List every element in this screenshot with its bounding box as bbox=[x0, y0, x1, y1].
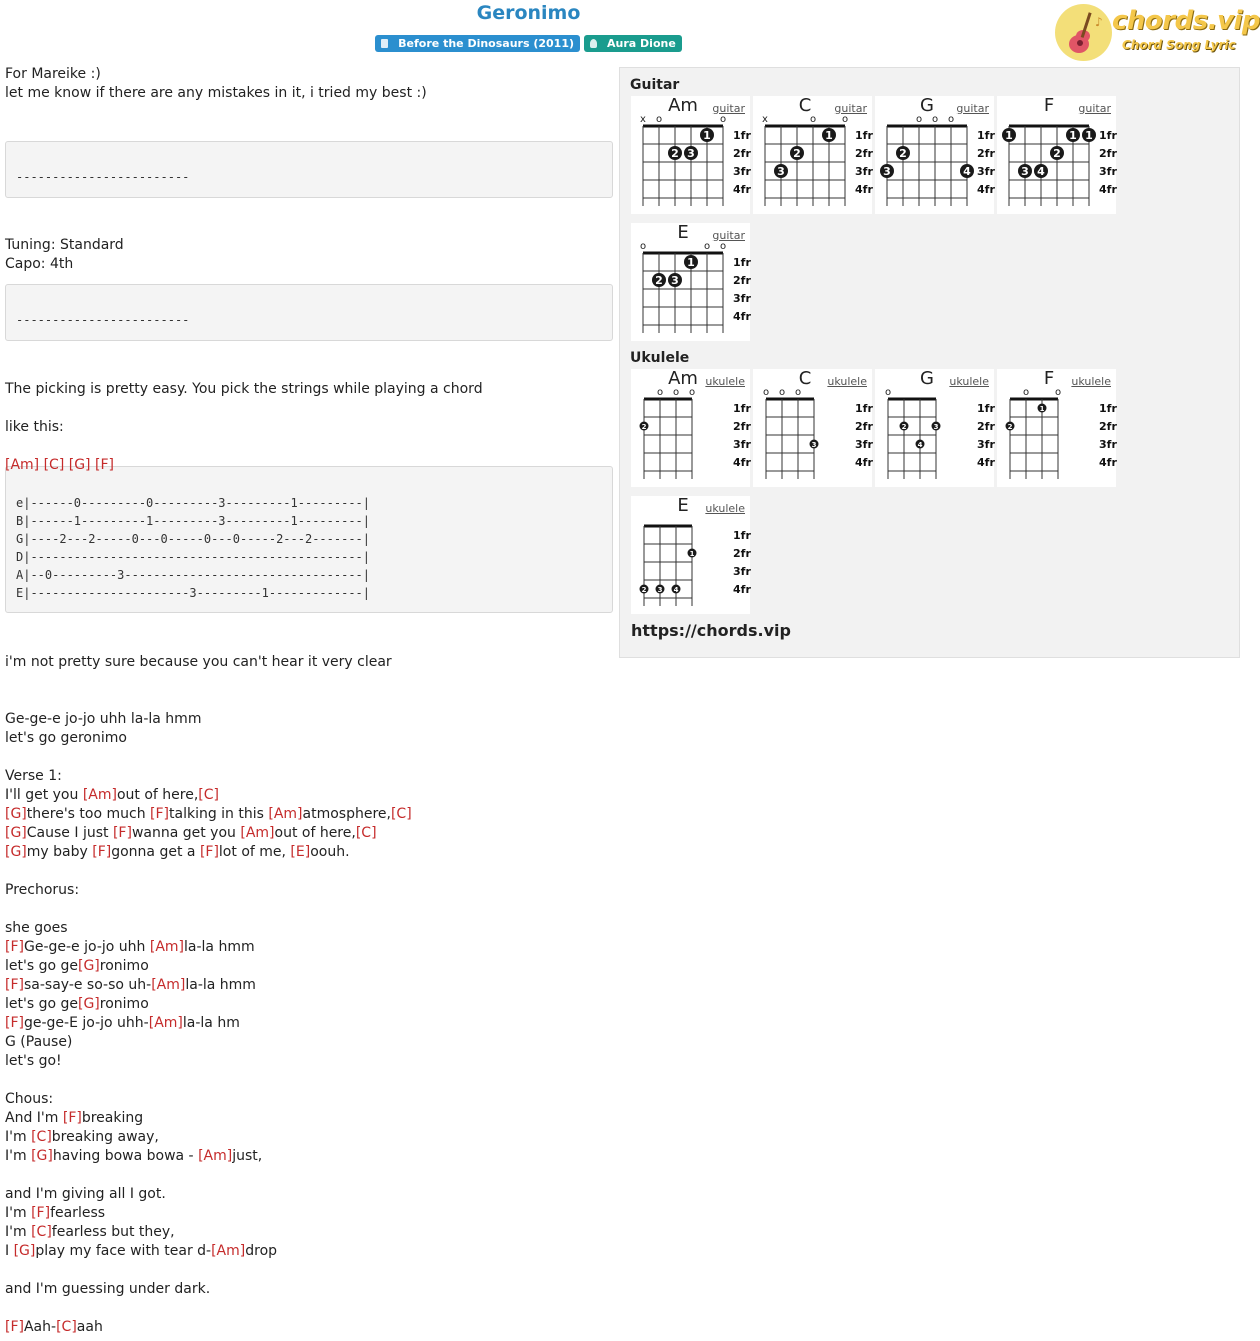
chord-name: F bbox=[1043, 95, 1055, 116]
chord-link[interactable]: [F] bbox=[5, 1015, 24, 1031]
open-string-mark: o bbox=[719, 114, 727, 125]
finger-number: 2 bbox=[1053, 147, 1061, 160]
lyric-text: Ge-ge-e jo-jo uhh bbox=[23, 939, 150, 955]
chord-nut bbox=[888, 398, 936, 401]
fret-label: 1fr bbox=[733, 529, 751, 542]
chord-link[interactable]: [G] bbox=[78, 996, 100, 1012]
chord-link[interactable]: [G] bbox=[13, 1243, 36, 1259]
lyric-line bbox=[5, 1318, 620, 1337]
chord-link[interactable]: [F] bbox=[31, 1205, 51, 1221]
lyric-text: Prechorus: bbox=[5, 882, 80, 898]
like-this-line: like this: bbox=[5, 419, 64, 435]
fret-label: 1fr bbox=[1099, 129, 1117, 142]
open-string-mark: o bbox=[703, 241, 711, 252]
lyric-text: G (Pause) bbox=[5, 1034, 73, 1050]
lyric-text: Verse 1: bbox=[5, 768, 62, 784]
lyric-line bbox=[5, 805, 620, 824]
lyric-text: let's go! bbox=[5, 1053, 62, 1069]
lyric-text: she goes bbox=[5, 920, 68, 936]
lyric-line bbox=[5, 1261, 620, 1280]
guitar-chord-card[interactable] bbox=[875, 96, 994, 214]
chord-link[interactable]: [Am] bbox=[211, 1243, 246, 1259]
lyric-line bbox=[5, 1185, 620, 1204]
fret-label: 4fr bbox=[1099, 456, 1117, 469]
lyric-line bbox=[5, 957, 620, 976]
chord-nut bbox=[1010, 398, 1058, 401]
fret-label: 1fr bbox=[977, 129, 995, 142]
ukulele-chord-card[interactable] bbox=[875, 369, 994, 487]
intro-line: For Mareike :) bbox=[5, 66, 101, 82]
lyric-line bbox=[5, 710, 620, 729]
lyric-line bbox=[5, 767, 620, 786]
lyric-line bbox=[5, 786, 620, 805]
chord-link[interactable]: [G] bbox=[31, 1148, 53, 1164]
song-meta bbox=[0, 35, 1057, 52]
finger-number: 1 bbox=[1039, 405, 1045, 413]
open-string-mark: o bbox=[794, 387, 802, 398]
open-string-mark: o bbox=[672, 387, 680, 398]
lyric-line bbox=[5, 1223, 620, 1242]
chord-link[interactable]: [C] bbox=[43, 457, 65, 473]
fret-label: 3fr bbox=[733, 292, 751, 305]
lyric-line bbox=[5, 729, 620, 748]
fret-label: 4fr bbox=[977, 183, 995, 196]
capo-line: Capo: 4th bbox=[5, 256, 74, 272]
ukulele-chord-link[interactable]: ukulele bbox=[705, 375, 745, 388]
open-string-mark: o bbox=[719, 241, 727, 252]
chord-link[interactable]: [G] bbox=[5, 806, 27, 822]
open-string-mark: o bbox=[655, 114, 663, 125]
open-string-mark: o bbox=[688, 387, 696, 398]
chord-panel bbox=[619, 67, 1240, 658]
fret-label: 2fr bbox=[977, 420, 995, 433]
lyric-text: I'm bbox=[5, 1224, 32, 1240]
fret-label: 2fr bbox=[733, 420, 751, 433]
lyric-text: fearless bbox=[50, 1205, 106, 1221]
tuning-line: Tuning: Standard bbox=[5, 237, 124, 253]
ukulele-chord-link[interactable]: ukulele bbox=[949, 375, 989, 388]
chord-link[interactable]: [Am] bbox=[240, 825, 275, 841]
fret-label: 1fr bbox=[733, 256, 751, 269]
chord-name: G bbox=[920, 368, 934, 389]
guitar-chord-link[interactable]: guitar bbox=[834, 102, 867, 115]
lyric-text: sa-say-e so-so uh- bbox=[23, 977, 152, 993]
guitar-chord-card[interactable] bbox=[631, 223, 750, 341]
note-line: i'm not pretty sure because you can't hear it very clear bbox=[5, 654, 392, 670]
lyric-line bbox=[5, 1280, 620, 1299]
ukulele-chord-link[interactable]: ukulele bbox=[827, 375, 867, 388]
finger-number: 2 bbox=[793, 147, 801, 160]
chord-link[interactable]: [F] bbox=[5, 939, 24, 955]
finger-number: 4 bbox=[963, 165, 971, 178]
chord-link[interactable]: [Am] bbox=[5, 457, 40, 473]
finger-number: 3 bbox=[1021, 165, 1029, 178]
finger-number: 3 bbox=[933, 423, 939, 431]
chord-name: F bbox=[1043, 368, 1055, 389]
fret-label: 3fr bbox=[977, 438, 995, 451]
guitar-icon bbox=[1055, 4, 1112, 61]
finger-number: 3 bbox=[883, 165, 891, 178]
fret-label: 3fr bbox=[733, 438, 751, 451]
lyric-line bbox=[5, 1147, 620, 1166]
chord-link[interactable]: [G] bbox=[5, 825, 27, 841]
fret-label: 2fr bbox=[855, 420, 873, 433]
fret-label: 4fr bbox=[733, 456, 751, 469]
song-title: Geronimo bbox=[476, 2, 581, 24]
lyric-text: And I'm bbox=[5, 1110, 63, 1126]
lyric-text: play my face with tear d- bbox=[35, 1243, 212, 1259]
lyric-text: I'll get you bbox=[5, 787, 83, 803]
guitar-chord-card[interactable] bbox=[631, 96, 750, 214]
artist-badge[interactable] bbox=[584, 35, 682, 52]
lyric-text: ge-ge-E jo-jo uhh- bbox=[23, 1015, 149, 1031]
fret-label: 3fr bbox=[855, 165, 873, 178]
finger-number: 3 bbox=[687, 147, 695, 160]
lyric-text: aah bbox=[76, 1319, 103, 1335]
chord-link[interactable]: [C] bbox=[31, 1129, 52, 1145]
album-label: Before the Dinosaurs (2011) bbox=[398, 37, 575, 50]
chord-name: C bbox=[798, 368, 812, 389]
tab-box bbox=[5, 466, 613, 613]
lyric-text: I'm bbox=[5, 1148, 32, 1164]
chord-name: E bbox=[677, 495, 689, 516]
lyric-text: let's go ge bbox=[5, 958, 78, 974]
tab-line: E|----------------------3---------1-------------| bbox=[16, 586, 371, 600]
open-string-mark: o bbox=[778, 387, 786, 398]
finger-number: 2 bbox=[655, 274, 663, 287]
open-string-mark: o bbox=[656, 387, 664, 398]
logo-wordmark: chords.vip bbox=[1112, 6, 1260, 36]
finger-number: 1 bbox=[1069, 129, 1077, 142]
lyric-text: let's go ge bbox=[5, 996, 78, 1012]
fret-label: 3fr bbox=[855, 438, 873, 451]
lyric-line bbox=[5, 1204, 620, 1223]
chord-link[interactable]: [Am] bbox=[198, 1148, 233, 1164]
chord-link[interactable]: [F] bbox=[5, 977, 24, 993]
fret-label: 4fr bbox=[1099, 183, 1117, 196]
tab-line: e|------0---------0---------3---------1---------| bbox=[16, 496, 371, 510]
fret-label: 1fr bbox=[1099, 402, 1117, 415]
chord-nut bbox=[1009, 125, 1089, 128]
lyric-text: and I'm giving all I got. bbox=[5, 1186, 166, 1202]
fret-label: 2fr bbox=[977, 147, 995, 160]
chord-link[interactable]: [C] bbox=[390, 806, 412, 822]
fret-label: 4fr bbox=[855, 183, 873, 196]
finger-number: 3 bbox=[811, 441, 817, 449]
fret-label: 1fr bbox=[733, 402, 751, 415]
lyric-line bbox=[5, 1128, 620, 1147]
lyric-text: Ge-ge-e jo-jo uhh la-la hmm bbox=[5, 711, 202, 727]
chord-nut bbox=[766, 398, 814, 401]
guitar-heading: Guitar bbox=[630, 77, 680, 93]
chord-link[interactable]: [G] bbox=[5, 844, 27, 860]
ukulele-heading: Ukulele bbox=[630, 350, 690, 366]
finger-number: 1 bbox=[1005, 129, 1013, 142]
chord-link[interactable]: [F] bbox=[62, 1110, 82, 1126]
lyric-text: there's too much bbox=[26, 806, 151, 822]
finger-number: 4 bbox=[673, 586, 679, 594]
chord-name: Am bbox=[668, 368, 698, 389]
ukulele-chord-card[interactable] bbox=[997, 369, 1116, 487]
guitar-chord-link[interactable]: guitar bbox=[956, 102, 989, 115]
album-icon bbox=[381, 39, 388, 48]
fret-label: 4fr bbox=[733, 183, 751, 196]
chord-link[interactable]: [Am] bbox=[268, 806, 303, 822]
chord-link[interactable]: [Am] bbox=[149, 939, 184, 955]
lyric-text: la-la hm bbox=[182, 1015, 240, 1031]
fret-label: 2fr bbox=[733, 147, 751, 160]
lyric-line bbox=[5, 1090, 620, 1109]
chord-nut bbox=[644, 398, 692, 401]
ukulele-chord-card[interactable] bbox=[753, 369, 872, 487]
tab-line: D|----------------------------------------------| bbox=[16, 550, 371, 564]
open-string-mark: o bbox=[1054, 387, 1062, 398]
fret-label: 2fr bbox=[733, 274, 751, 287]
lyric-line bbox=[5, 881, 620, 900]
fret-label: 1fr bbox=[733, 129, 751, 142]
chord-name: C bbox=[798, 95, 812, 116]
lyric-text: Aah- bbox=[23, 1319, 57, 1335]
lyric-text: I bbox=[5, 1243, 14, 1259]
lyric-text: lot of me, bbox=[218, 844, 291, 860]
lyric-text: gonna get a bbox=[111, 844, 200, 860]
open-string-mark: o bbox=[639, 241, 647, 252]
guitar-chord-link[interactable]: guitar bbox=[1078, 102, 1111, 115]
lyric-text: la-la hmm bbox=[184, 939, 255, 955]
separator-text: ------------------------ bbox=[16, 170, 190, 184]
chord-link[interactable]: [F] bbox=[150, 806, 169, 822]
artist-label: Aura Dione bbox=[607, 37, 676, 50]
separator-text: ------------------------ bbox=[16, 313, 190, 327]
chord-link[interactable]: [G] bbox=[78, 958, 100, 974]
lyric-text: let's go geronimo bbox=[5, 730, 127, 746]
lyric-line bbox=[5, 976, 620, 995]
lyric-text: out of here, bbox=[116, 787, 199, 803]
chord-link[interactable]: [Am] bbox=[151, 977, 186, 993]
chord-nut bbox=[644, 525, 692, 528]
chord-nut bbox=[643, 252, 723, 255]
lyric-line bbox=[5, 824, 620, 843]
svg-text:♪: ♪ bbox=[1095, 15, 1103, 29]
ukulele-chord-link[interactable]: ukulele bbox=[1071, 375, 1111, 388]
chord-link[interactable]: [F] bbox=[92, 844, 112, 860]
chord-nut bbox=[887, 125, 967, 128]
logo-tagline: Chord Song Lyric bbox=[1122, 38, 1236, 52]
chord-nut bbox=[765, 125, 845, 128]
finger-number: 2 bbox=[901, 423, 907, 431]
chord-link[interactable]: [C] bbox=[31, 1224, 52, 1240]
intro-line: let me know if there are any mistakes in it, i tried my best :) bbox=[5, 85, 427, 101]
fret-label: 4fr bbox=[733, 310, 751, 323]
chord-link[interactable]: [E] bbox=[290, 844, 311, 860]
fret-label: 4fr bbox=[733, 583, 751, 596]
guitar-chord-card[interactable] bbox=[753, 96, 872, 214]
lyric-text: fearless but they, bbox=[51, 1224, 175, 1240]
lyric-text: atmosphere, bbox=[302, 806, 391, 822]
lyric-line bbox=[5, 843, 620, 862]
tab-line: B|------1---------1---------3---------1---------| bbox=[16, 514, 371, 528]
guitar-chord-link[interactable]: guitar bbox=[712, 102, 745, 115]
finger-number: 2 bbox=[641, 423, 647, 431]
open-string-mark: o bbox=[809, 114, 817, 125]
open-string-mark: o bbox=[931, 114, 939, 125]
finger-number: 1 bbox=[825, 129, 833, 142]
site-logo[interactable] bbox=[1054, 3, 1260, 63]
lyric-text: I'm bbox=[5, 1205, 32, 1221]
lyric-text: la-la hmm bbox=[185, 977, 256, 993]
tab-line: A|--0---------3---------------------------------| bbox=[16, 568, 371, 582]
lyric-text: breaking away, bbox=[51, 1129, 159, 1145]
fret-label: 4fr bbox=[855, 456, 873, 469]
lyric-line bbox=[5, 748, 620, 767]
open-string-mark: o bbox=[947, 114, 955, 125]
finger-number: 4 bbox=[917, 441, 923, 449]
open-string-mark: o bbox=[1022, 387, 1030, 398]
lyric-text: talking in this bbox=[169, 806, 269, 822]
lyric-text: Chous: bbox=[5, 1091, 54, 1107]
open-string-mark: o bbox=[915, 114, 923, 125]
logo-badge bbox=[1055, 4, 1112, 61]
chord-link[interactable]: [C] bbox=[355, 825, 377, 841]
chord-name: E bbox=[677, 222, 689, 243]
separator-box bbox=[5, 284, 613, 341]
chord-name: Am bbox=[668, 95, 698, 116]
finger-number: 1 bbox=[689, 550, 695, 558]
tab-line: G|----2---2-----0---0-----0---0-----2---2-------| bbox=[16, 532, 371, 546]
chord-link[interactable]: [Am] bbox=[82, 787, 117, 803]
finger-number: 2 bbox=[899, 147, 907, 160]
finger-number: 4 bbox=[1037, 165, 1045, 178]
lyric-text: oouh. bbox=[310, 844, 350, 860]
chord-link[interactable]: [Am] bbox=[148, 1015, 183, 1031]
open-string-mark: o bbox=[841, 114, 849, 125]
open-string-mark: o bbox=[884, 387, 892, 398]
ukulele-chord-card[interactable] bbox=[631, 496, 750, 614]
chord-link[interactable]: [F] bbox=[94, 457, 114, 473]
song-content bbox=[5, 65, 620, 1337]
lyric-line bbox=[5, 1242, 620, 1261]
finger-number: 1 bbox=[703, 129, 711, 142]
muted-string-mark: x bbox=[640, 114, 646, 125]
finger-number: 1 bbox=[1085, 129, 1093, 142]
lyric-text: just, bbox=[232, 1148, 263, 1164]
fret-label: 3fr bbox=[1099, 165, 1117, 178]
fret-label: 1fr bbox=[977, 402, 995, 415]
lyric-text: Cause I just bbox=[26, 825, 113, 841]
finger-number: 3 bbox=[777, 165, 785, 178]
fret-label: 3fr bbox=[977, 165, 995, 178]
separator-box bbox=[5, 141, 613, 198]
lyric-text: breaking bbox=[81, 1110, 144, 1126]
chord-link[interactable]: [F] bbox=[199, 844, 219, 860]
ukulele-chord-card[interactable] bbox=[631, 369, 750, 487]
lyric-text: out of here, bbox=[274, 825, 356, 841]
site-url[interactable]: https://chords.vip bbox=[631, 621, 791, 640]
lyrics bbox=[5, 710, 620, 1337]
fret-label: 1fr bbox=[855, 129, 873, 142]
fret-label: 1fr bbox=[855, 402, 873, 415]
lyric-text: wanna get you bbox=[131, 825, 241, 841]
chord-link[interactable]: [C] bbox=[198, 787, 219, 803]
lyric-line bbox=[5, 995, 620, 1014]
finger-number: 2 bbox=[641, 586, 647, 594]
fret-label: 2fr bbox=[1099, 147, 1117, 160]
user-icon bbox=[590, 39, 597, 48]
finger-number: 3 bbox=[657, 586, 663, 594]
lyric-line bbox=[5, 938, 620, 957]
album-badge[interactable] bbox=[375, 35, 580, 52]
chord-link[interactable]: [F] bbox=[5, 1319, 24, 1335]
lyric-text: ronimo bbox=[99, 958, 149, 974]
lyric-line bbox=[5, 1052, 620, 1071]
lyric-text: my baby bbox=[26, 844, 93, 860]
lyric-line bbox=[5, 862, 620, 881]
lyric-line bbox=[5, 919, 620, 938]
lyric-line bbox=[5, 1109, 620, 1128]
chord-link[interactable]: [G] bbox=[68, 457, 91, 473]
lyric-text: ronimo bbox=[99, 996, 149, 1012]
picking-line: The picking is pretty easy. You pick the strings while playing a chord bbox=[5, 381, 483, 397]
finger-number: 1 bbox=[687, 256, 695, 269]
lyric-text: drop bbox=[245, 1243, 278, 1259]
lyric-line bbox=[5, 1299, 620, 1318]
chord-name: G bbox=[920, 95, 934, 116]
lyric-text: having bowa bowa - bbox=[52, 1148, 199, 1164]
guitar-chord-link[interactable]: guitar bbox=[712, 229, 745, 242]
chord-link[interactable]: [F] bbox=[112, 825, 132, 841]
fret-label: 4fr bbox=[977, 456, 995, 469]
fret-label: 3fr bbox=[733, 165, 751, 178]
lyric-line bbox=[5, 1166, 620, 1185]
finger-number: 3 bbox=[671, 274, 679, 287]
lyric-line bbox=[5, 900, 620, 919]
lyric-text: and I'm guessing under dark. bbox=[5, 1281, 211, 1297]
finger-number: 2 bbox=[1007, 423, 1013, 431]
open-string-mark: o bbox=[762, 387, 770, 398]
finger-number: 2 bbox=[671, 147, 679, 160]
chord-link[interactable]: [C] bbox=[56, 1319, 77, 1335]
ukulele-chord-link[interactable]: ukulele bbox=[705, 502, 745, 515]
fret-label: 3fr bbox=[733, 565, 751, 578]
lyric-line bbox=[5, 1014, 620, 1033]
fret-label: 2fr bbox=[855, 147, 873, 160]
lyric-text: I'm bbox=[5, 1129, 32, 1145]
muted-string-mark: x bbox=[762, 114, 768, 125]
lyric-line bbox=[5, 1033, 620, 1052]
fret-label: 2fr bbox=[733, 547, 751, 560]
guitar-chord-card[interactable] bbox=[997, 96, 1116, 214]
lyric-line bbox=[5, 1071, 620, 1090]
fret-label: 3fr bbox=[1099, 438, 1117, 451]
fret-label: 2fr bbox=[1099, 420, 1117, 433]
